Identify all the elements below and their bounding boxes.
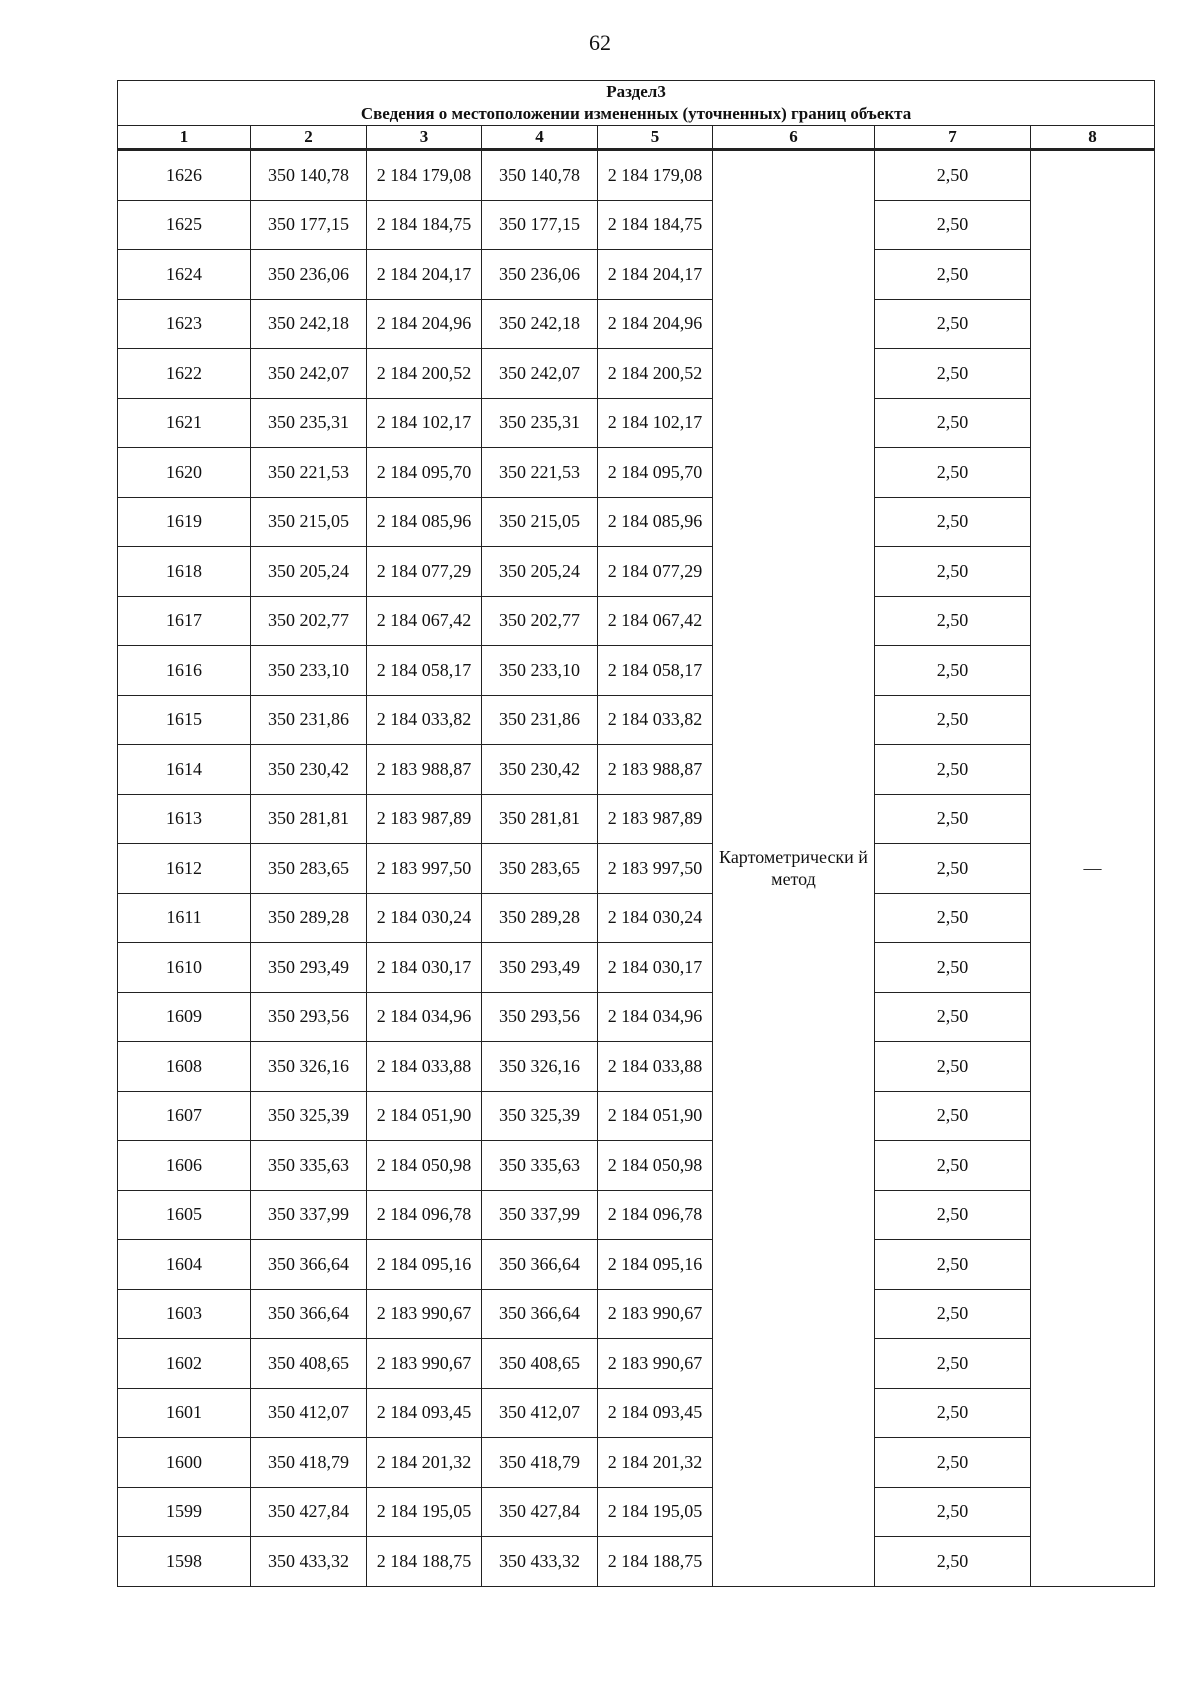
accuracy-cell: 2,50 [875, 497, 1031, 547]
accuracy-cell: 2,50 [875, 992, 1031, 1042]
table-row [118, 596, 1155, 646]
column-header: 2 [251, 126, 367, 150]
coordinate-x-cell: 350 326,16 [482, 1042, 598, 1092]
point-number-cell: 1598 [118, 1537, 251, 1587]
table-row [118, 893, 1155, 943]
coordinate-x-cell: 350 366,64 [482, 1289, 598, 1339]
coordinate-y-cell: 2 184 096,78 [598, 1190, 713, 1240]
coordinate-x-cell: 350 366,64 [482, 1240, 598, 1290]
coordinate-x-cell: 350 427,84 [251, 1487, 367, 1537]
coordinate-x-cell: 350 231,86 [482, 695, 598, 745]
coordinate-x-cell: 350 366,64 [251, 1240, 367, 1290]
accuracy-cell: 2,50 [875, 250, 1031, 300]
coordinate-x-cell: 350 215,05 [482, 497, 598, 547]
coordinate-x-cell: 350 233,10 [251, 646, 367, 696]
coordinate-x-cell: 350 177,15 [251, 200, 367, 250]
coordinate-x-cell: 350 335,63 [482, 1141, 598, 1191]
coordinate-y-cell: 2 183 990,67 [598, 1339, 713, 1389]
coordinate-x-cell: 350 293,56 [482, 992, 598, 1042]
coordinate-x-cell: 350 230,42 [482, 745, 598, 795]
coordinate-x-cell: 350 366,64 [251, 1289, 367, 1339]
coordinate-y-cell: 2 184 058,17 [367, 646, 482, 696]
point-number-cell: 1604 [118, 1240, 251, 1290]
coordinate-y-cell: 2 184 188,75 [367, 1537, 482, 1587]
coordinate-x-cell: 350 283,65 [251, 844, 367, 894]
table-row [118, 349, 1155, 399]
point-number-cell: 1621 [118, 398, 251, 448]
coordinate-x-cell: 350 202,77 [482, 596, 598, 646]
point-number-cell: 1601 [118, 1388, 251, 1438]
point-number-cell: 1603 [118, 1289, 251, 1339]
coordinate-y-cell: 2 184 204,17 [598, 250, 713, 300]
coordinate-y-cell: 2 184 033,82 [598, 695, 713, 745]
table-row [118, 1141, 1155, 1191]
coordinate-y-cell: 2 184 095,16 [367, 1240, 482, 1290]
coordinate-x-cell: 350 325,39 [251, 1091, 367, 1141]
table-row [118, 497, 1155, 547]
table-row [118, 1042, 1155, 1092]
accuracy-cell: 2,50 [875, 943, 1031, 993]
point-number-cell: 1606 [118, 1141, 251, 1191]
accuracy-cell: 2,50 [875, 794, 1031, 844]
method-cell: Картометрически й метод [713, 150, 875, 1587]
accuracy-cell: 2,50 [875, 1339, 1031, 1389]
coordinate-x-cell: 350 202,77 [251, 596, 367, 646]
accuracy-cell: 2,50 [875, 1042, 1031, 1092]
point-number-cell: 1610 [118, 943, 251, 993]
coordinate-x-cell: 350 418,79 [482, 1438, 598, 1488]
table-row [118, 1438, 1155, 1488]
point-number-cell: 1626 [118, 150, 251, 201]
coordinate-y-cell: 2 184 077,29 [598, 547, 713, 597]
coordinate-x-cell: 350 337,99 [482, 1190, 598, 1240]
coordinate-y-cell: 2 184 204,17 [367, 250, 482, 300]
coordinate-x-cell: 350 289,28 [251, 893, 367, 943]
coordinate-x-cell: 350 236,06 [482, 250, 598, 300]
coordinate-y-cell: 2 184 102,17 [367, 398, 482, 448]
accuracy-cell: 2,50 [875, 299, 1031, 349]
coordinate-y-cell: 2 184 204,96 [598, 299, 713, 349]
coordinate-x-cell: 350 215,05 [251, 497, 367, 547]
column-header: 4 [482, 126, 598, 150]
coordinate-y-cell: 2 184 179,08 [598, 150, 713, 201]
coordinate-x-cell: 350 408,65 [251, 1339, 367, 1389]
accuracy-cell: 2,50 [875, 844, 1031, 894]
coordinate-x-cell: 350 293,56 [251, 992, 367, 1042]
point-number-cell: 1613 [118, 794, 251, 844]
table-body [118, 150, 1155, 1587]
point-number-cell: 1599 [118, 1487, 251, 1537]
table-row [118, 1289, 1155, 1339]
coordinate-x-cell: 350 231,86 [251, 695, 367, 745]
point-number-cell: 1611 [118, 893, 251, 943]
accuracy-cell: 2,50 [875, 1388, 1031, 1438]
coordinate-y-cell: 2 183 990,67 [367, 1339, 482, 1389]
description-cell: — [1031, 150, 1155, 1587]
coordinate-y-cell: 2 183 987,89 [367, 794, 482, 844]
table-row [118, 1190, 1155, 1240]
coordinate-y-cell: 2 184 201,32 [598, 1438, 713, 1488]
accuracy-cell: 2,50 [875, 596, 1031, 646]
coordinate-y-cell: 2 184 085,96 [367, 497, 482, 547]
accuracy-cell: 2,50 [875, 1240, 1031, 1290]
coordinate-y-cell: 2 184 067,42 [367, 596, 482, 646]
table-row [118, 1240, 1155, 1290]
coordinate-y-cell: 2 184 204,96 [367, 299, 482, 349]
coordinate-y-cell: 2 184 188,75 [598, 1537, 713, 1587]
accuracy-cell: 2,50 [875, 893, 1031, 943]
table-row [118, 695, 1155, 745]
table-row [118, 1537, 1155, 1587]
point-number-cell: 1624 [118, 250, 251, 300]
coordinate-y-cell: 2 184 030,17 [367, 943, 482, 993]
coordinate-y-cell: 2 183 988,87 [598, 745, 713, 795]
column-header: 3 [367, 126, 482, 150]
coordinate-x-cell: 350 337,99 [251, 1190, 367, 1240]
coordinate-y-cell: 2 184 033,88 [367, 1042, 482, 1092]
coordinate-y-cell: 2 184 200,52 [598, 349, 713, 399]
table-row [118, 1091, 1155, 1141]
accuracy-cell: 2,50 [875, 1190, 1031, 1240]
table-row [118, 646, 1155, 696]
point-number-cell: 1602 [118, 1339, 251, 1389]
coordinate-y-cell: 2 184 034,96 [598, 992, 713, 1042]
coordinate-x-cell: 350 140,78 [482, 150, 598, 201]
coordinate-x-cell: 350 418,79 [251, 1438, 367, 1488]
coordinate-x-cell: 350 433,32 [482, 1537, 598, 1587]
coordinate-y-cell: 2 184 033,88 [598, 1042, 713, 1092]
coordinate-x-cell: 350 242,07 [251, 349, 367, 399]
coordinate-y-cell: 2 183 997,50 [367, 844, 482, 894]
coordinate-y-cell: 2 184 077,29 [367, 547, 482, 597]
point-number-cell: 1623 [118, 299, 251, 349]
table-row [118, 250, 1155, 300]
table-row [118, 547, 1155, 597]
coordinate-x-cell: 350 335,63 [251, 1141, 367, 1191]
coordinate-y-cell: 2 184 200,52 [367, 349, 482, 399]
accuracy-cell: 2,50 [875, 1438, 1031, 1488]
coordinate-x-cell: 350 433,32 [251, 1537, 367, 1587]
table-row [118, 1339, 1155, 1389]
coordinate-x-cell: 350 242,18 [251, 299, 367, 349]
coordinate-x-cell: 350 140,78 [251, 150, 367, 201]
accuracy-cell: 2,50 [875, 1487, 1031, 1537]
coordinate-y-cell: 2 184 051,90 [367, 1091, 482, 1141]
coordinate-x-cell: 350 221,53 [251, 448, 367, 498]
coordinate-y-cell: 2 184 179,08 [367, 150, 482, 201]
coordinate-x-cell: 350 412,07 [251, 1388, 367, 1438]
coordinate-x-cell: 350 235,31 [251, 398, 367, 448]
coordinate-y-cell: 2 184 201,32 [367, 1438, 482, 1488]
coordinate-x-cell: 350 236,06 [251, 250, 367, 300]
coordinate-x-cell: 350 293,49 [482, 943, 598, 993]
coordinate-x-cell: 350 230,42 [251, 745, 367, 795]
table-row [118, 943, 1155, 993]
table-row [118, 299, 1155, 349]
coordinate-x-cell: 350 325,39 [482, 1091, 598, 1141]
coordinate-y-cell: 2 184 050,98 [598, 1141, 713, 1191]
point-number-cell: 1615 [118, 695, 251, 745]
table-row [118, 745, 1155, 795]
accuracy-cell: 2,50 [875, 646, 1031, 696]
table-row [118, 992, 1155, 1042]
column-header: 6 [713, 126, 875, 150]
coordinate-x-cell: 350 205,24 [251, 547, 367, 597]
table-row [118, 448, 1155, 498]
point-number-cell: 1622 [118, 349, 251, 399]
coordinate-y-cell: 2 184 095,16 [598, 1240, 713, 1290]
coordinate-y-cell: 2 184 195,05 [367, 1487, 482, 1537]
point-number-cell: 1616 [118, 646, 251, 696]
point-number-cell: 1620 [118, 448, 251, 498]
accuracy-cell: 2,50 [875, 150, 1031, 201]
coordinate-x-cell: 350 408,65 [482, 1339, 598, 1389]
coordinate-y-cell: 2 184 195,05 [598, 1487, 713, 1537]
column-header: 1 [118, 126, 251, 150]
coordinate-x-cell: 350 235,31 [482, 398, 598, 448]
boundary-coordinates-table [117, 80, 1155, 1587]
point-number-cell: 1618 [118, 547, 251, 597]
point-number-cell: 1608 [118, 1042, 251, 1092]
column-header-row [118, 126, 1155, 150]
point-number-cell: 1600 [118, 1438, 251, 1488]
accuracy-cell: 2,50 [875, 1537, 1031, 1587]
coordinate-y-cell: 2 184 034,96 [367, 992, 482, 1042]
point-number-cell: 1607 [118, 1091, 251, 1141]
accuracy-cell: 2,50 [875, 745, 1031, 795]
coordinate-y-cell: 2 184 051,90 [598, 1091, 713, 1141]
coordinate-y-cell: 2 184 030,17 [598, 943, 713, 993]
coordinate-x-cell: 350 233,10 [482, 646, 598, 696]
point-number-cell: 1614 [118, 745, 251, 795]
point-number-cell: 1605 [118, 1190, 251, 1240]
coordinate-y-cell: 2 183 987,89 [598, 794, 713, 844]
table-row [118, 1487, 1155, 1537]
coordinate-x-cell: 350 326,16 [251, 1042, 367, 1092]
table-row [118, 794, 1155, 844]
coordinate-y-cell: 2 184 033,82 [367, 695, 482, 745]
coordinate-x-cell: 350 281,81 [482, 794, 598, 844]
coordinate-y-cell: 2 184 058,17 [598, 646, 713, 696]
coordinate-x-cell: 350 242,18 [482, 299, 598, 349]
coordinate-x-cell: 350 177,15 [482, 200, 598, 250]
accuracy-cell: 2,50 [875, 695, 1031, 745]
coordinate-y-cell: 2 183 990,67 [367, 1289, 482, 1339]
accuracy-cell: 2,50 [875, 1141, 1031, 1191]
point-number-cell: 1609 [118, 992, 251, 1042]
point-number-cell: 1625 [118, 200, 251, 250]
point-number-cell: 1617 [118, 596, 251, 646]
point-number-cell: 1619 [118, 497, 251, 547]
point-number-cell: 1612 [118, 844, 251, 894]
coordinate-y-cell: 2 184 184,75 [367, 200, 482, 250]
coordinate-x-cell: 350 289,28 [482, 893, 598, 943]
coordinate-y-cell: 2 184 095,70 [367, 448, 482, 498]
coordinate-x-cell: 350 242,07 [482, 349, 598, 399]
coordinate-y-cell: 2 184 085,96 [598, 497, 713, 547]
accuracy-cell: 2,50 [875, 547, 1031, 597]
coordinate-y-cell: 2 183 990,67 [598, 1289, 713, 1339]
section-title: Раздел3 [118, 81, 1155, 104]
coordinate-y-cell: 2 184 030,24 [367, 893, 482, 943]
coordinate-y-cell: 2 183 997,50 [598, 844, 713, 894]
coordinate-x-cell: 350 283,65 [482, 844, 598, 894]
coordinate-y-cell: 2 184 050,98 [367, 1141, 482, 1191]
coordinate-y-cell: 2 184 030,24 [598, 893, 713, 943]
table-row [118, 150, 1155, 201]
coordinate-y-cell: 2 184 184,75 [598, 200, 713, 250]
coordinate-y-cell: 2 184 102,17 [598, 398, 713, 448]
table-row [118, 1388, 1155, 1438]
table-row [118, 200, 1155, 250]
accuracy-cell: 2,50 [875, 200, 1031, 250]
table-row [118, 844, 1155, 894]
accuracy-cell: 2,50 [875, 349, 1031, 399]
accuracy-cell: 2,50 [875, 1289, 1031, 1339]
accuracy-cell: 2,50 [875, 1091, 1031, 1141]
coordinate-x-cell: 350 412,07 [482, 1388, 598, 1438]
table-title: Сведения о местоположении измененных (уточненных) границ объекта [118, 103, 1155, 126]
coordinate-y-cell: 2 184 095,70 [598, 448, 713, 498]
coordinate-y-cell: 2 184 067,42 [598, 596, 713, 646]
column-header: 8 [1031, 126, 1155, 150]
coordinate-y-cell: 2 183 988,87 [367, 745, 482, 795]
column-header: 5 [598, 126, 713, 150]
column-header: 7 [875, 126, 1031, 150]
coordinate-y-cell: 2 184 093,45 [367, 1388, 482, 1438]
page-number: 62 [589, 30, 611, 55]
coordinate-y-cell: 2 184 093,45 [598, 1388, 713, 1438]
coordinate-x-cell: 350 293,49 [251, 943, 367, 993]
coordinate-x-cell: 350 205,24 [482, 547, 598, 597]
accuracy-cell: 2,50 [875, 448, 1031, 498]
coordinate-x-cell: 350 281,81 [251, 794, 367, 844]
table-row [118, 398, 1155, 448]
coordinate-y-cell: 2 184 096,78 [367, 1190, 482, 1240]
coordinate-x-cell: 350 427,84 [482, 1487, 598, 1537]
coordinate-x-cell: 350 221,53 [482, 448, 598, 498]
accuracy-cell: 2,50 [875, 398, 1031, 448]
